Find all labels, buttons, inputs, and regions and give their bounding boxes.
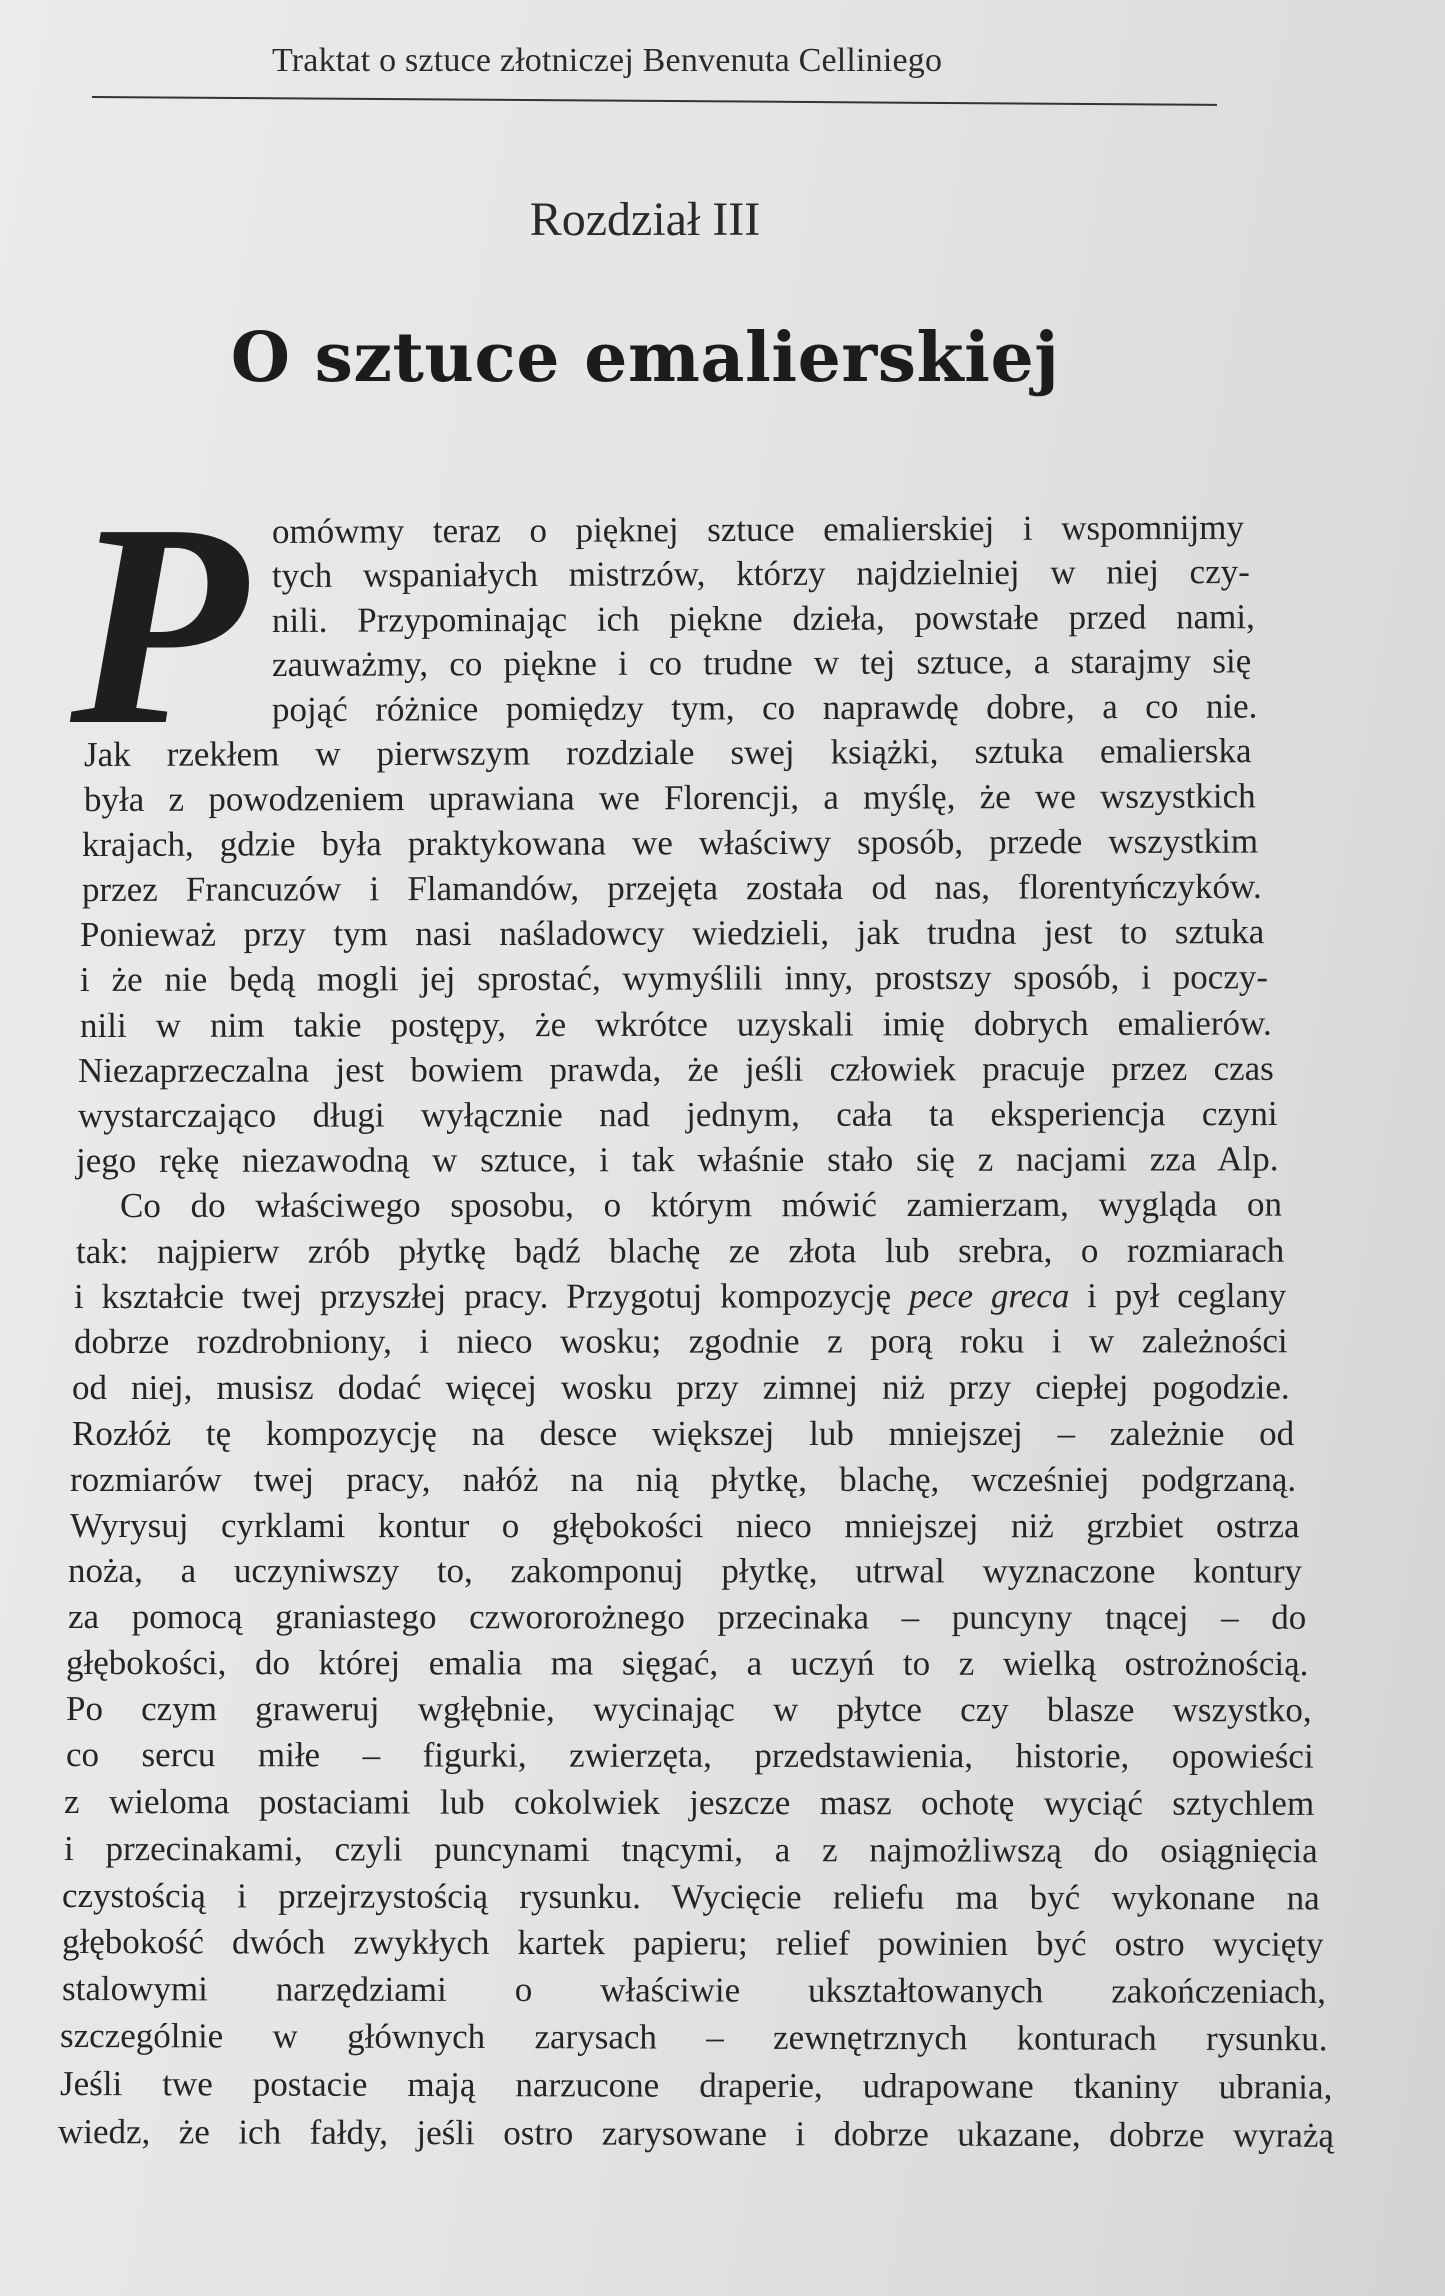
text-line: Niezaprzeczalna jest bowiem prawda, że jeśli człowiek pracuje przez czas: [77, 1048, 1274, 1090]
text-line: Ponieważ przy tym nasi naśladowcy wiedzieli, jak trudna jest to sztuka: [79, 912, 1265, 954]
header-rule: [92, 96, 1217, 106]
text-line: za pomocą graniastego czwororożnego przecinaka – puncyny tnącej – do: [67, 1597, 1307, 1637]
text-line: Co do właściwego sposobu, o którym mówić zamierzam, wygląda on: [119, 1184, 1283, 1225]
text-line: tak: najpierw zrób płytkę bądź blachę ze złota lub srebra, o rozmiarach: [75, 1230, 1285, 1271]
text-line: przez Francuzów i Flamandów, przejęta została od nas, florentyńczyków.: [81, 866, 1262, 909]
running-head: Traktat o sztuce złotniczej Benvenuta Celliniego: [272, 42, 943, 79]
text-line: i przecinakami, czyli puncynami tnącymi, a z najmożliwszą do osiągnięcia: [63, 1829, 1318, 1871]
text-line: zauważmy, co piękne i co trudne w tej sztuce, a starajmy się: [271, 641, 1252, 684]
text-line: od niej, musisz dodać więcej wosku przy zimnej niż przy ciepłej pogodzie.: [71, 1367, 1290, 1407]
text-line: czystością i przejrzystością rysunku. Wycięcie reliefu ma być wykonane na: [61, 1876, 1320, 1918]
text-line: jego rękę niezawodną w sztuce, i tak właśnie stało się z nacjami zza Alp.: [75, 1139, 1279, 1180]
chapter-label: Rozdział III: [529, 193, 761, 246]
text-line: noża, a uczyniwszy to, zakomponuj płytkę, utrwal wyznaczone kontury: [67, 1551, 1303, 1591]
text-line: szczególnie w głównych zarysach – zewnętrznych konturach rysunku.: [59, 2016, 1328, 2059]
text-line: Jak rzekłem w pierwszym rozdziale swej książki, sztuka emalierska: [83, 731, 1252, 774]
text-line: i że nie będą mogli jej sprostać, wymyślili inny, prostszy sposób, i poczy-: [79, 957, 1269, 999]
drop-cap: P: [70, 464, 248, 785]
text-line: była z powodzeniem uprawiana we Florencji, a myślę, że we wszystkich: [83, 776, 1256, 819]
text-line: pojąć różnice pomiędzy tym, co naprawdę dobre, a co nie.: [271, 686, 1258, 729]
text-line: Wyrysuj cyrklami kontur o głębokości nieco mniejszej niż grzbiet ostrza: [69, 1506, 1300, 1546]
text-line: i kształcie twej przyszłej pracy. Przygotuj kompozycję pece greca i pył ceglany: [73, 1276, 1287, 1316]
text-line: z wieloma postaciami lub cokolwiek jeszcze masz ochotę wyciąć sztychlem: [63, 1782, 1315, 1823]
text-line: głębokości, do której emalia ma sięgać, a uczyń to z wielką ostrożnością.: [65, 1643, 1309, 1684]
text-line: krajach, gdzie była praktykowana we właściwy sposób, przede wszystkim: [81, 821, 1259, 864]
text-line: Rozłóż tę kompozycję na desce większej lub mniejszej – zależnie od: [71, 1413, 1295, 1453]
text-line: głębokość dwóch zwykłych kartek papieru; relief powinien być ostro wycięty: [61, 1922, 1324, 1964]
text-line: co sercu miłe – figurki, zwierzęta, przedstawienia, historie, opowieści: [65, 1735, 1314, 1776]
text-line: nili w nim takie postępy, że wkrótce uzyskali imię dobrych emalierów.: [79, 1003, 1272, 1045]
chapter-title: O sztuce emalierskiej: [230, 318, 1060, 398]
text-line: dobrze rozdrobniony, i nieco wosku; zgodnie z porą roku i w zależności: [73, 1321, 1288, 1361]
text-line: tych wspaniałych mistrzów, którzy najdzielniej w niej czy-: [271, 551, 1250, 595]
text-line: omówmy teraz o pięknej sztuce emalierskiej i wspomnijmy: [271, 507, 1245, 551]
text-line: stalowymi narzędziami o właściwie ukształtowanych zakończeniach,: [61, 1969, 1326, 2011]
text-line: wiedz, że ich fałdy, jeśli ostro zarysowane i dobrze ukazane, dobrze wyrażą: [57, 2112, 1334, 2155]
text-line: wystarczająco długi wyłącznie nad jednym, cała ta eksperiencja czyni: [77, 1094, 1278, 1135]
text-line: nili. Przypominając ich piękne dzieła, powstałe przed nami,: [271, 597, 1255, 640]
text-line: Po czym graweruj wgłębnie, wycinając w płytce czy blasze wszystko,: [65, 1689, 1312, 1730]
text-line: Jeśli twe postacie mają narzucone draperie, udrapowane tkaniny ubrania,: [59, 2064, 1333, 2107]
text-line: rozmiarów twej pracy, nałóż na nią płytkę, blachę, wcześniej podgrzaną.: [69, 1460, 1297, 1500]
italic-term: pece greca: [908, 1276, 1070, 1316]
